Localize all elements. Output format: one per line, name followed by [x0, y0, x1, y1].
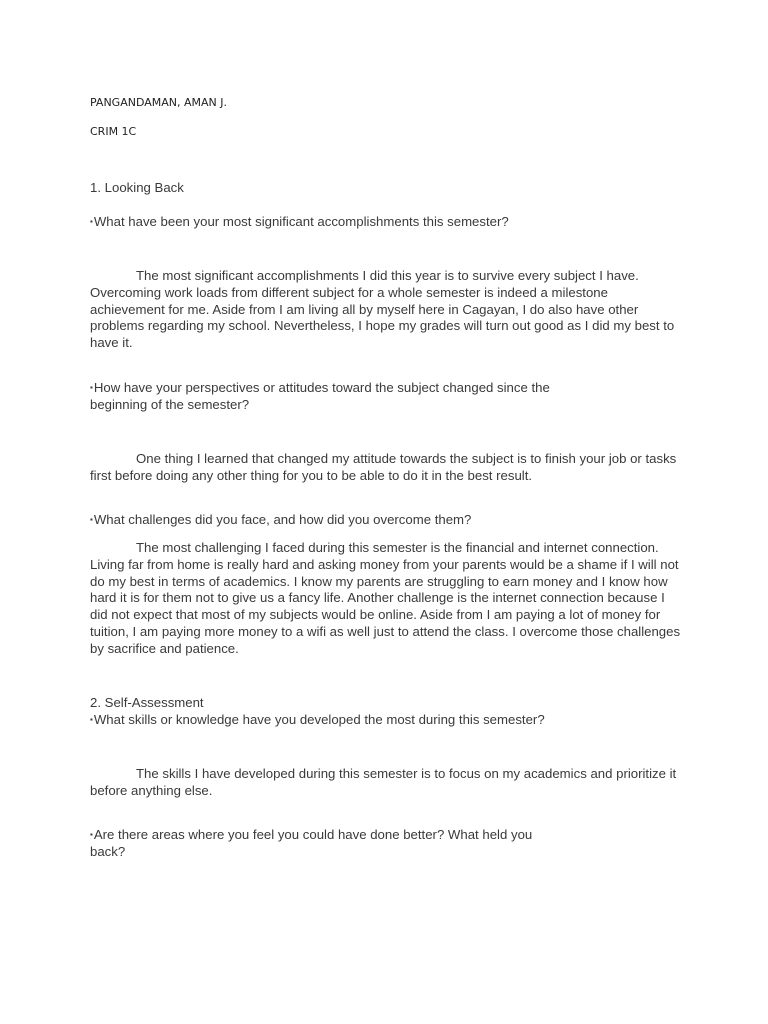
bullet-icon: ▪	[90, 715, 93, 724]
question-text: What skills or knowledge have you developed the most during this semester?	[93, 712, 545, 727]
question-improvement	[90, 827, 682, 861]
question-skills	[90, 712, 682, 729]
question-perspectives	[90, 380, 682, 414]
section-title-self-assessment: 2. Self-Assessment	[90, 695, 204, 710]
question-text-line2: back?	[90, 843, 126, 859]
bullet-icon: ▪	[90, 217, 93, 226]
course-section: CRIM 1C	[90, 125, 137, 138]
question-text-line1: Are there areas where you feel you could have done better? What held you	[93, 827, 533, 842]
answer-accomplishments: The most significant accomplishments I did this year is to survive every subject I have. Overcoming work loads from different subject for a whole semester is indeed a milestone achievement for me. Aside from I am living all by myself here in Cagayan, I do also have other problems regarding my school. Nevertheless, I hope my grades will turn out good as I did my best to have it.	[90, 268, 675, 351]
section-title-looking-back: 1. Looking Back	[90, 180, 184, 195]
question-challenges	[90, 512, 682, 529]
answer-skills: The skills I have developed during this semester is to focus on my academics and prioritize it before anything else.	[90, 766, 677, 798]
question-text-line1: How have your perspectives or attitudes toward the subject changed since the	[93, 380, 550, 395]
question-accomplishments	[90, 214, 682, 231]
answer-challenges: The most challenging I faced during this semester is the financial and internet connection. Living far from home is really hard and asking money from your parents would be a shame if I will not do my best in terms of academics. I know my parents are struggling to earn money and I know how hard it is for them not to give us a fancy life. Another challenge is the internet connection because I did not expect that most of my subjects would be online. Aside from I am paying a lot of money for tuition, I am paying more money to a wifi as well just to attend the class. I overcome those challenges by sacrifice and patience.	[90, 540, 681, 656]
question-text: What challenges did you face, and how did you overcome them?	[93, 512, 472, 527]
bullet-icon: ▪	[90, 383, 93, 392]
answer-perspectives: One thing I learned that changed my attitude towards the subject is to finish your job or tasks first before doing any other thing for you to be able to do it in the best result.	[90, 451, 677, 483]
bullet-icon: ▪	[90, 830, 93, 839]
question-text: What have been your most significant accomplishments this semester?	[93, 214, 509, 229]
bullet-icon: ▪	[90, 515, 93, 524]
student-name: PANGANDAMAN, AMAN J.	[90, 96, 228, 109]
question-text-line2: beginning of the semester?	[90, 396, 250, 412]
